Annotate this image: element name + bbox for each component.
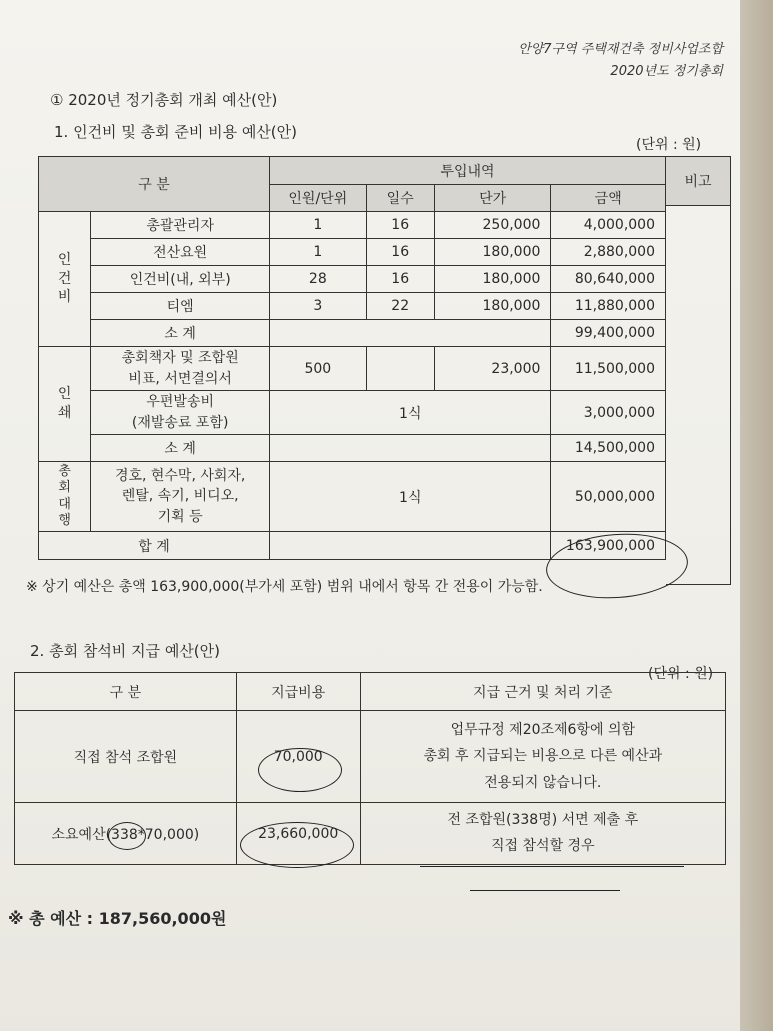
total-budget: ※ 총 예산 : 187,560,000원 (8, 909, 227, 928)
row-item: 총회책자 및 조합원 비표, 서면결의서 (91, 347, 270, 391)
group-printing: 인 쇄 (39, 347, 91, 462)
row-amount: 4,000,000 (551, 212, 666, 239)
row-amount: 2,880,000 (551, 239, 666, 266)
underline-mark (420, 866, 684, 867)
empty-cell (270, 435, 551, 462)
header-basis: 지급 근거 및 처리 기준 (360, 673, 725, 711)
budget-circle-mark (240, 822, 354, 868)
row-payment: 23,660,000 (236, 803, 360, 865)
subtotal-amount: 99,400,000 (551, 320, 666, 347)
header-people: 인원/단위 (270, 185, 366, 212)
subtotal-label: 소 계 (91, 320, 270, 347)
header-category: 구 분 (39, 157, 270, 212)
personnel-budget-table (38, 156, 666, 560)
underline-mark (470, 890, 620, 891)
row-days: 16 (366, 212, 434, 239)
header-meeting: 2020년도 정기총회 (610, 64, 723, 79)
row-basis: 전 조합원(338명) 서면 제출 후 직접 참석할 경우 (360, 803, 725, 865)
header-price: 단가 (434, 185, 551, 212)
row-quantity: 1식 (270, 391, 551, 435)
section1-unit: (단위 : 원) (636, 137, 702, 153)
empty-cell (270, 320, 551, 347)
note-column (666, 205, 731, 585)
group-event: 총 회 대 행 (39, 462, 91, 532)
row-quantity: 1식 (270, 462, 551, 532)
row-days (366, 347, 434, 391)
total-label: 합 계 (39, 532, 270, 560)
row-category: 직접 참석 조합원 (15, 711, 237, 803)
row-item: 우편발송비 (재발송료 포함) (91, 391, 270, 435)
document-title: ① 2020년 정기총회 개최 예산(안) (50, 91, 278, 109)
section2-title: 2. 총회 참석비 지급 예산(안) (30, 642, 220, 660)
row-amount: 11,500,000 (551, 347, 666, 391)
row-price: 180,000 (434, 266, 551, 293)
empty-cell (270, 532, 551, 560)
row-amount: 11,880,000 (551, 293, 666, 320)
row-price: 23,000 (434, 347, 551, 391)
row-people: 3 (270, 293, 366, 320)
count-circle-mark (108, 822, 146, 850)
row-people: 1 (270, 239, 366, 266)
row-item: 경호, 현수막, 사회자, 렌탈, 속기, 비디오, 기획 등 (91, 462, 270, 532)
row-amount: 50,000,000 (551, 462, 666, 532)
row-price: 180,000 (434, 293, 551, 320)
row-price: 250,000 (434, 212, 551, 239)
header-amount: 금액 (551, 185, 666, 212)
section1-title: 1. 인건비 및 총회 준비 비용 예산(안) (54, 123, 297, 141)
subtotal-label: 소 계 (91, 435, 270, 462)
row-days: 16 (366, 266, 434, 293)
section1-footnote: ※ 상기 예산은 총액 163,900,000(부가세 포함) 범위 내에서 항목 간 전용이 가능함. (26, 579, 543, 595)
row-people: 1 (270, 212, 366, 239)
row-people: 500 (270, 347, 366, 391)
row-amount: 80,640,000 (551, 266, 666, 293)
row-price: 180,000 (434, 239, 551, 266)
group-personnel: 인 건 비 (39, 212, 91, 347)
row-payment: 70,000 (236, 711, 360, 803)
subtotal-amount: 14,500,000 (551, 435, 666, 462)
section2-unit: (단위 : 원) (648, 666, 714, 682)
total-amount: 163,900,000 (551, 532, 666, 560)
row-people: 28 (270, 266, 366, 293)
row-basis: 업무규정 제20조제6항에 의함 총회 후 지급되는 비용으로 다른 예산과 전용되지 않습니다. (360, 711, 725, 803)
header-input: 투입내역 (270, 157, 666, 185)
row-days: 16 (366, 239, 434, 266)
payment-circle-mark (258, 748, 342, 792)
row-item: 인건비(내, 외부) (91, 266, 270, 293)
row-amount: 3,000,000 (551, 391, 666, 435)
row-days: 22 (366, 293, 434, 320)
row-item: 티엠 (91, 293, 270, 320)
header-category: 구 분 (15, 673, 237, 711)
header-association: 안양7구역 주택재건축 정비사업조합 (518, 42, 723, 57)
header-payment: 지급비용 (236, 673, 360, 711)
page-edge (740, 0, 773, 1031)
row-category: 소요예산(338*70,000) (15, 803, 237, 865)
row-item: 전산요원 (91, 239, 270, 266)
row-item: 총괄관리자 (91, 212, 270, 239)
header-days: 일수 (366, 185, 434, 212)
header-note: 비고 (666, 156, 731, 206)
